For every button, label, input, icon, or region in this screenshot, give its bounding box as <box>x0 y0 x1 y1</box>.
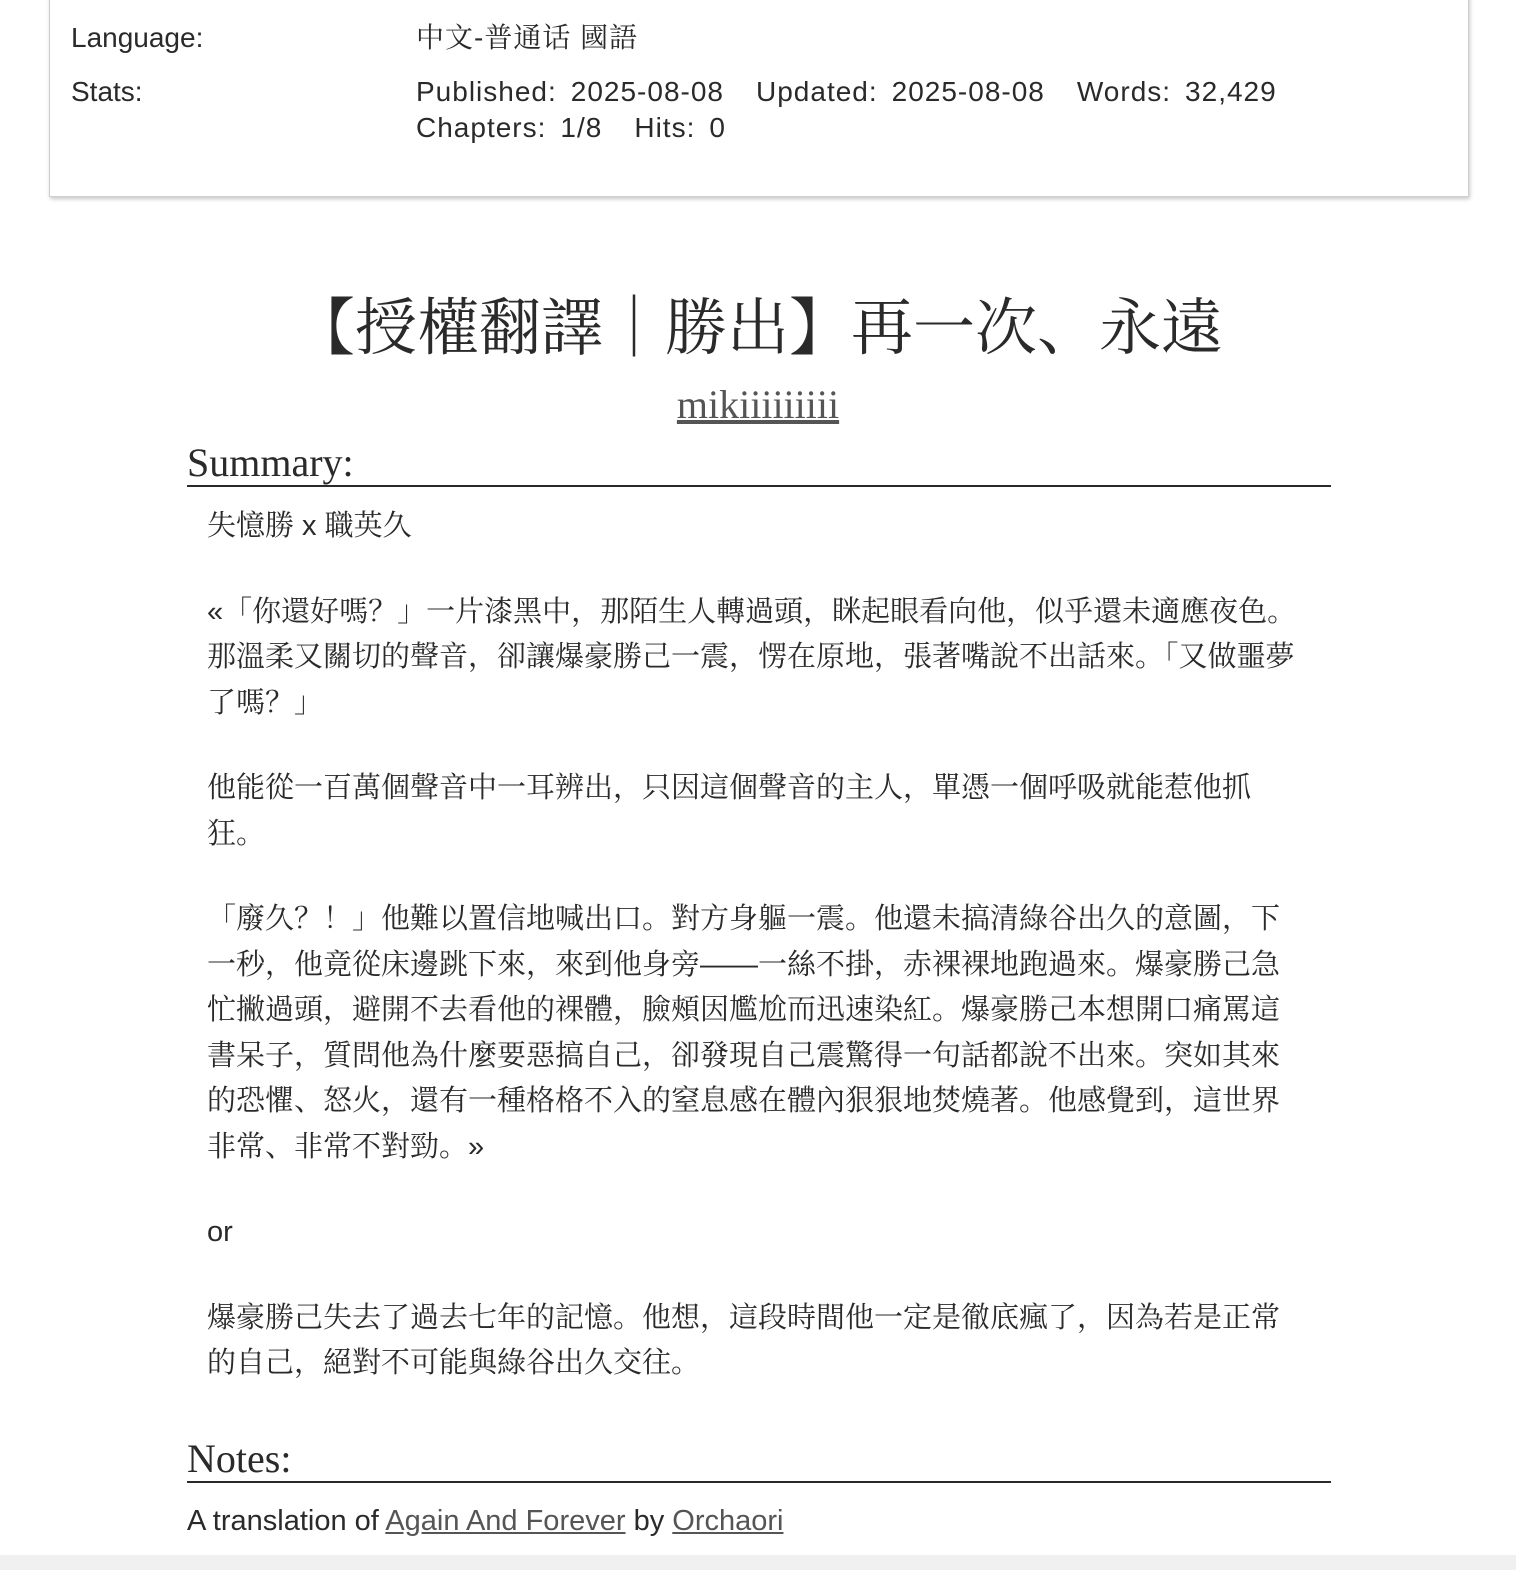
stats-line-2 <box>416 110 1416 146</box>
summary-paragraph: 失憶勝 x 職英久 <box>207 510 412 542</box>
notes-prefix: A translation of <box>187 1505 386 1537</box>
byline <box>0 380 1516 430</box>
chapters-value: 1/8 <box>560 112 603 143</box>
published-value: 2025-08-08 <box>570 76 724 107</box>
updated-value: 2025-08-08 <box>891 76 1045 107</box>
summary-paragraph: or <box>207 1216 233 1248</box>
summary-body <box>207 504 1307 1427</box>
author-link[interactable]: mikiiiiiiiii <box>676 382 840 427</box>
work-meta-box <box>49 0 1469 197</box>
updated-label: Updated: <box>756 76 878 107</box>
stats-values <box>416 74 1416 146</box>
notes-heading: Notes: <box>187 1437 1331 1483</box>
language-label: Language: <box>71 22 204 53</box>
original-author-link[interactable]: Orchaori <box>672 1505 784 1537</box>
summary-paragraph: 「廢久？！」他難以置信地喊出口。對方身軀一震。他還未搞清綠谷出久的意圖，下一秒，他竟從床邊跳下來，來到他身旁——一絲不掛，赤裸裸地跑過來。爆豪勝己急忙撇過頭，避開不去看他的裸體，臉頰因尷尬而迅速染紅。爆豪勝己本想開口痛罵這書呆子，質問他為什麼要惡搞自己，卻發現自己震驚得一句話都說不出來。突如其來的恐懼、怒火，還有一種格格不入的窒息感在體內狠狠地焚燒著。他感覺到，這世界非常、非常不對勁。» <box>207 903 1281 1163</box>
work-title: 【授權翻譯｜勝出】再一次、永遠 <box>292 291 1223 364</box>
hits-label: Hits: <box>634 112 696 143</box>
summary-paragraph: 他能從一百萬個聲音中一耳辨出，只因這個聲音的主人，單憑一個呼吸就能惹他抓狂。 <box>207 772 1252 850</box>
stat-published <box>416 76 724 107</box>
language-value: 中文-普通话 國語 <box>416 22 639 53</box>
stat-hits <box>634 112 726 143</box>
words-label: Words: <box>1076 76 1172 107</box>
stat-words <box>1077 76 1277 107</box>
summary-heading: Summary: <box>187 441 1331 487</box>
bottom-edge-bar <box>0 1555 1516 1570</box>
stats-label: Stats: <box>71 76 143 107</box>
published-label: Published: <box>416 76 557 107</box>
chapters-label: Chapters: <box>416 112 547 143</box>
words-value: 32,429 <box>1185 76 1277 107</box>
stat-updated <box>756 76 1045 107</box>
stat-chapters <box>416 112 602 143</box>
notes-body <box>187 1500 783 1542</box>
stats-line-1 <box>416 74 1416 110</box>
hits-value: 0 <box>709 112 726 143</box>
notes-by: by <box>625 1505 673 1537</box>
summary-paragraph: «「你還好嗎？」一片漆黑中，那陌生人轉過頭，眯起眼看向他，似乎還未適應夜色。那溫柔又關切的聲音，卻讓爆豪勝己一震，愣在原地，張著嘴說不出話來。「又做噩夢了嗎？」 <box>207 595 1297 719</box>
summary-paragraph: 爆豪勝己失去了過去七年的記憶。他想，這段時間他一定是徹底瘋了，因為若是正常的自己，絕對不可能與綠谷出久交往。 <box>207 1301 1281 1379</box>
original-work-link[interactable]: Again And Forever <box>385 1505 626 1537</box>
